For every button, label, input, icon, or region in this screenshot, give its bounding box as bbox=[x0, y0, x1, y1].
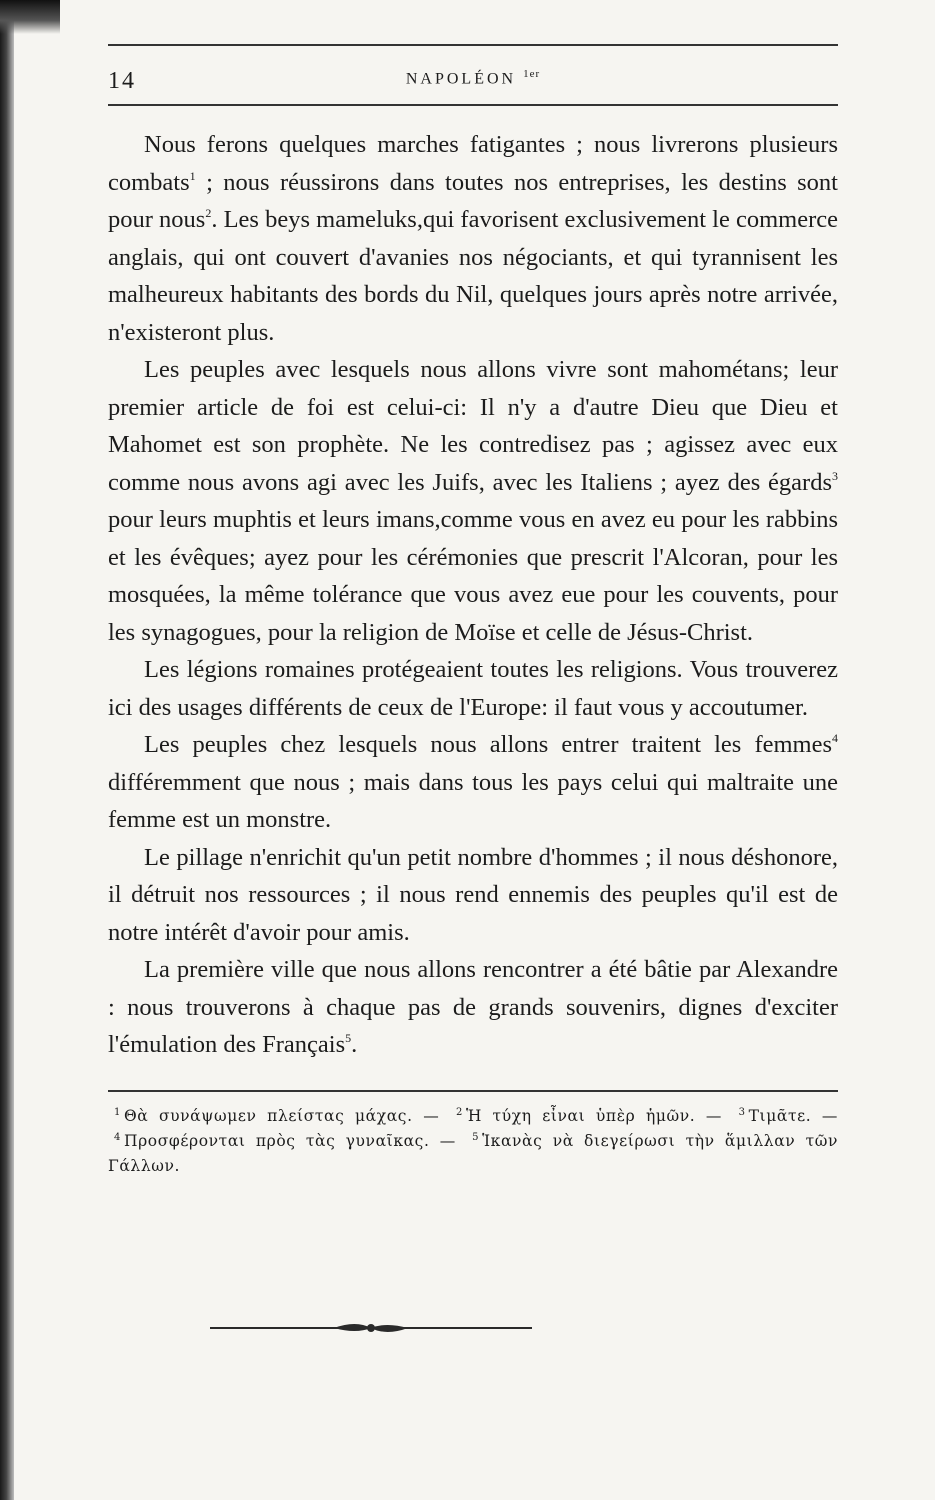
main-text bbox=[108, 126, 838, 1064]
page-header bbox=[108, 68, 838, 102]
paragraph-text: La première ville que nous allons rencontrer a été bâtie par Alexandre : nous trouverons à chaque pas de grands souvenirs, dignes d'exciter l'émulation des Français bbox=[108, 956, 838, 1058]
paragraph-text: différemment que nous ; mais dans tous les pays celui qui maltraite une femme est un monstre. bbox=[108, 768, 838, 833]
footnote-text: Ἱκανὰς νὰ διεγείρωσι τὴν ἅμιλλαν τῶν Γάλλων. bbox=[108, 1131, 839, 1175]
page-number: 14 bbox=[108, 68, 136, 94]
paragraph bbox=[108, 839, 838, 952]
footnotes bbox=[108, 1104, 838, 1179]
scan-left-edge-shadow bbox=[0, 0, 14, 1500]
footnote-number: 3 bbox=[738, 1106, 746, 1118]
footnote-text: Ἡ τύχη εἶναι ὑπὲρ ἡμῶν. — bbox=[465, 1106, 723, 1125]
footnote-ref: 4 bbox=[832, 731, 838, 745]
running-head-title: NAPOLÉON bbox=[405, 70, 517, 88]
footnote-number: 4 bbox=[114, 1131, 121, 1143]
paragraph-text: ; nous réussirons dans toutes nos entreprises, les destins sont pour nous bbox=[108, 168, 838, 233]
paragraph-text: Les peuples chez lesquels nous allons entrer traitent les femmes bbox=[144, 731, 832, 758]
paragraph bbox=[108, 951, 838, 1064]
paragraph bbox=[108, 126, 838, 351]
header-bottom-rule bbox=[108, 104, 838, 106]
footnote-number: 1 bbox=[114, 1106, 121, 1118]
footnote-number: 2 bbox=[455, 1106, 463, 1118]
footnote-text: Θὰ συνάψωμεν πλείστας μάχας. — bbox=[123, 1106, 440, 1125]
tailpiece-ornament-icon bbox=[206, 1318, 536, 1338]
paragraph-text: . bbox=[351, 1031, 358, 1058]
paragraph bbox=[108, 726, 838, 839]
running-head bbox=[108, 68, 838, 88]
header-top-rule bbox=[108, 44, 838, 46]
footnote-ref: 3 bbox=[832, 468, 838, 483]
paragraph-text: . Les beys mameluks,qui favorisent exclusivement le commerce anglais, qui ont couvert d'avanies nos négociants, et qui tyrannisent les malheureux habitants des bords du Nil, quelques jours après notre arrivée, n'existeront plus. bbox=[108, 206, 838, 346]
footnote-ref: 2 bbox=[205, 206, 212, 220]
footnote-number: 5 bbox=[472, 1131, 480, 1143]
scan-top-corner-shadow bbox=[0, 0, 60, 34]
paragraph-text: Le pillage n'enrichit qu'un petit nombre d'hommes ; il nous déshonore, il détruit nos ressources ; il nous rend ennemis des peuples qu'il est de notre intérêt d'avoir pour amis. bbox=[108, 843, 838, 946]
footnote-text: Τιμᾶτε. — bbox=[748, 1106, 839, 1125]
paragraph-text: pour leurs muphtis et leurs imans,comme vous en avez eu pour les rabbins et les évêques; ayez pour les cérémonies que prescrit l'Alcoran, pour les mosquées, la même tolérance que vous avez eue pour les couvents, pour les synagogues, pour la religion de Moïse et celle de Jésus-Christ. bbox=[108, 506, 838, 646]
paragraph bbox=[108, 351, 838, 651]
footnote-ref: 5 bbox=[345, 1031, 352, 1045]
paragraph-text: Les légions romaines protégeaient toutes les religions. Vous trouverez ici des usages différents de ceux de l'Europe: il faut vous y accoutumer. bbox=[108, 656, 838, 721]
footnote-text: Προσφέρονται πρὸς τὰς γυναῖκας. — bbox=[123, 1131, 456, 1150]
paragraph-text: Les peuples avec lesquels nous allons vivre sont mahométans; leur premier article de foi est celui-ci: Il n'y a d'autre Dieu que Dieu et Mahomet est son prophète. Ne les contredisez pas ; agissez avec eux comme nous avons agi avec les Juifs, avec les Italiens ; ayez des égards bbox=[108, 356, 838, 496]
running-head-ordinal: 1er bbox=[523, 68, 541, 80]
footnote-rule bbox=[108, 1090, 838, 1092]
paragraph bbox=[108, 651, 838, 726]
footnote-ref: 1 bbox=[189, 168, 196, 183]
paragraph-text: Nous ferons quelques marches fatigantes ; nous livrerons plusieurs combats bbox=[108, 131, 838, 196]
book-page bbox=[108, 44, 838, 1179]
